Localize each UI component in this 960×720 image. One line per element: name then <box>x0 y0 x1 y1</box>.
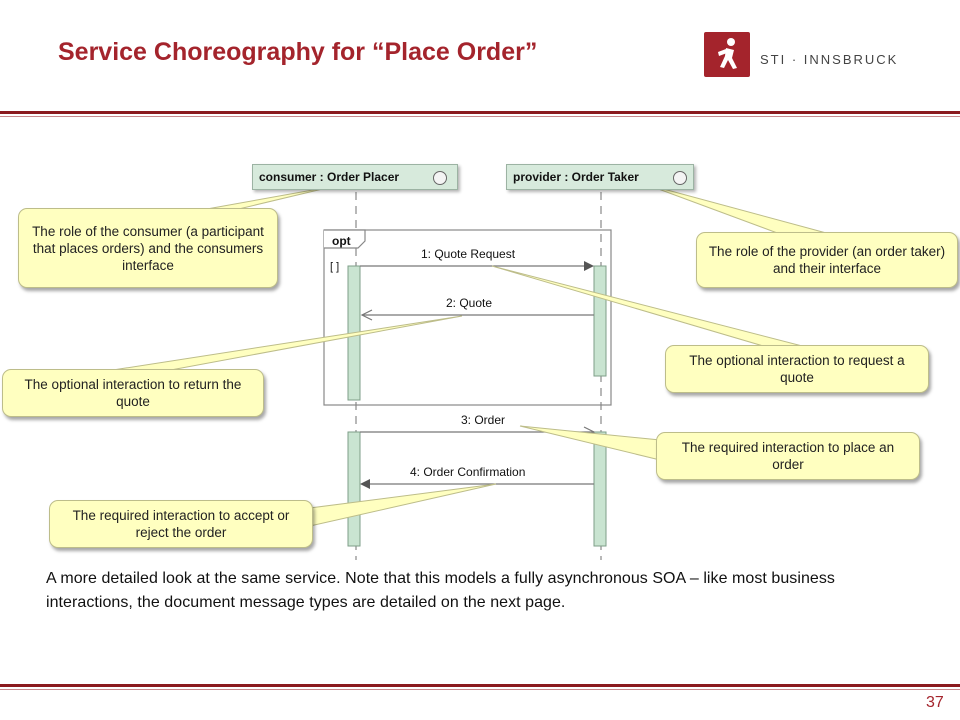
callout-text: The required interaction to place an order <box>681 440 895 472</box>
footer-divider-thin <box>0 689 960 690</box>
page-title: Service Choreography for “Place Order” <box>58 38 538 66</box>
callout-text: The role of the provider (an order taker) and their interface <box>708 244 946 276</box>
consumer-lifeline-head <box>252 164 458 190</box>
message-4-arrowhead <box>360 479 370 489</box>
consumer-lifeline-label: consumer : Order Placer <box>259 170 400 184</box>
callout-optional-request <box>665 345 929 393</box>
callout-text: The role of the consumer (a participant that places orders) and the consumers interface <box>32 223 264 273</box>
callout-text: The required interaction to accept or reject the order <box>72 508 290 540</box>
callout-required-place <box>656 432 920 480</box>
callout-pointer-return <box>100 316 462 372</box>
message-3-label: 3: Order <box>461 413 506 427</box>
fragment-operator: opt <box>332 234 351 248</box>
page-number: 37 <box>926 694 944 711</box>
footer-divider <box>0 684 960 687</box>
body-paragraph: A more detailed look at the same service. Note that this models a fully asynchronous SOA – like most business interactions, the document message types are detailed on the next page. <box>46 570 835 611</box>
provider-lifeline-label: provider : Order Taker <box>513 170 639 184</box>
callout-pointer-provider <box>645 184 830 234</box>
message-4-label: 4: Order Confirmation <box>410 465 526 479</box>
fragment-guard: [ ] <box>330 261 340 273</box>
callout-required-accept <box>49 500 313 548</box>
message-2-label: 2: Quote <box>446 296 493 310</box>
callout-text: The optional interaction to return the quote <box>24 377 242 409</box>
provider-activation-1 <box>594 266 606 376</box>
interface-circle-icon <box>673 171 687 185</box>
callout-optional-return <box>2 369 264 417</box>
interface-circle-icon <box>433 171 447 185</box>
provider-activation-2 <box>594 432 606 546</box>
callout-provider-role <box>696 232 958 288</box>
provider-lifeline-head <box>506 164 694 190</box>
callout-consumer-role <box>18 208 278 288</box>
callout-pointer-place <box>520 426 660 460</box>
consumer-activation-2 <box>348 432 360 546</box>
message-1-arrowhead <box>584 261 594 271</box>
callout-text: The optional interaction to request a quote <box>689 353 905 385</box>
message-1-label: 1: Quote Request <box>421 247 516 261</box>
callout-pointer-accept <box>310 484 496 526</box>
logo-wordmark: STI · INNSBRUCK <box>760 52 899 67</box>
